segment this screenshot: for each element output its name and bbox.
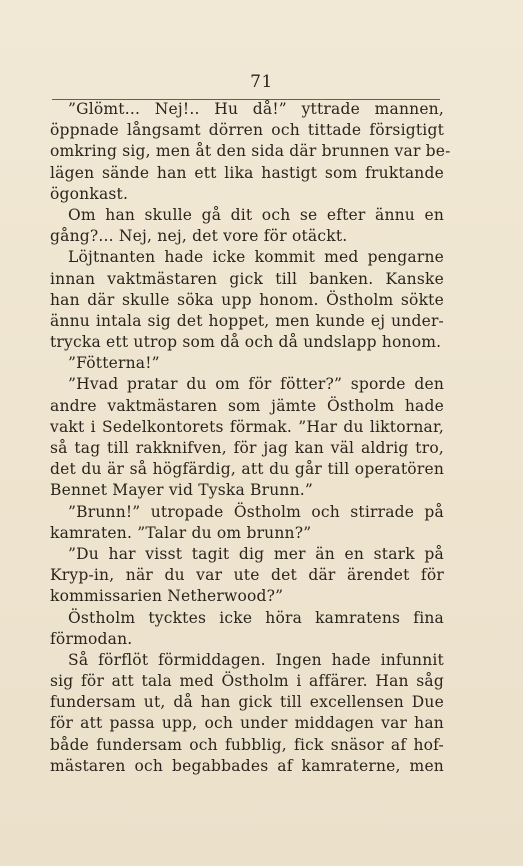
text-line: ännu intala sig det hoppet, men kunde ej under- xyxy=(50,311,444,330)
text-line: ”Brunn!” utropade Östholm och stirrade på xyxy=(68,502,444,521)
text-line: kommissarien Netherwood?” xyxy=(50,587,284,606)
text-line: Om han skulle gå dit och se efter ännu en xyxy=(68,205,444,224)
text-line: ”Fötterna!” xyxy=(68,354,160,373)
text-line: det du är så högfärdig, att du går till operatören xyxy=(50,460,444,479)
text-line: för att passa upp, och under middagen var han xyxy=(50,714,444,733)
text-line: både fundersam och fubblig, fick snäsor af hof- xyxy=(50,735,444,754)
text-line: innan vaktmästaren gick till banken. Kanske xyxy=(50,269,444,288)
text-line: vakt i Sedelkontorets förmak. ”Har du liktornar, xyxy=(50,417,444,436)
text-line: fundersam ut, då han gick till excellensen Due xyxy=(50,693,444,712)
text-line: trycka ett utrop som då och då undslapp honom. xyxy=(50,333,442,352)
text-line: Bennet Mayer vid Tyska Brunn.” xyxy=(50,481,314,500)
text-line: mästaren och begabbades af kamraterne, men xyxy=(50,756,444,775)
text-line: gång?... Nej, nej, det vore för otäckt. xyxy=(50,227,348,246)
text-line: andre vaktmästaren som jämte Östholm hade xyxy=(50,396,444,415)
text-line: förmodan. xyxy=(50,629,133,648)
text-line: så tag till rakknifven, för jag kan väl aldrig tro, xyxy=(50,439,444,457)
text-line: ögonkast. xyxy=(50,184,129,203)
text-line: Löjtnanten hade icke kommit med pengarne xyxy=(68,248,444,267)
text-line: ”Du har visst tagit dig mer än en stark på xyxy=(68,544,444,563)
text-line: sig för att tala med Östholm i affärer. Han såg xyxy=(50,672,444,691)
text-line: han där skulle söka upp honom. Östholm sökte xyxy=(50,290,444,309)
text-line: öppnade långsamt dörren och tittade försigtigt xyxy=(50,121,444,140)
text-line: Så förflöt förmiddagen. Ingen hade infunnit xyxy=(68,650,444,669)
text-line: kamraten. ”Talar du om brunn?” xyxy=(50,523,312,542)
text-line: Kryp-in, när du var ute det där ärendet för xyxy=(50,566,444,585)
text-line: omkring sig, men åt den sida där brunnen var be- xyxy=(50,142,451,161)
text-line: ”Hvad pratar du om för fötter?” sporde den xyxy=(68,375,444,394)
text-line: lägen sände han ett lika hastigt som fruktande xyxy=(50,163,444,182)
body-text xyxy=(50,99,451,777)
text-line: ”Glömt... Nej!.. Hu då!” yttrade mannen, xyxy=(68,100,444,118)
page-number: 71 xyxy=(250,72,273,92)
text-line: Östholm tycktes icke höra kamratens fina xyxy=(68,608,444,627)
